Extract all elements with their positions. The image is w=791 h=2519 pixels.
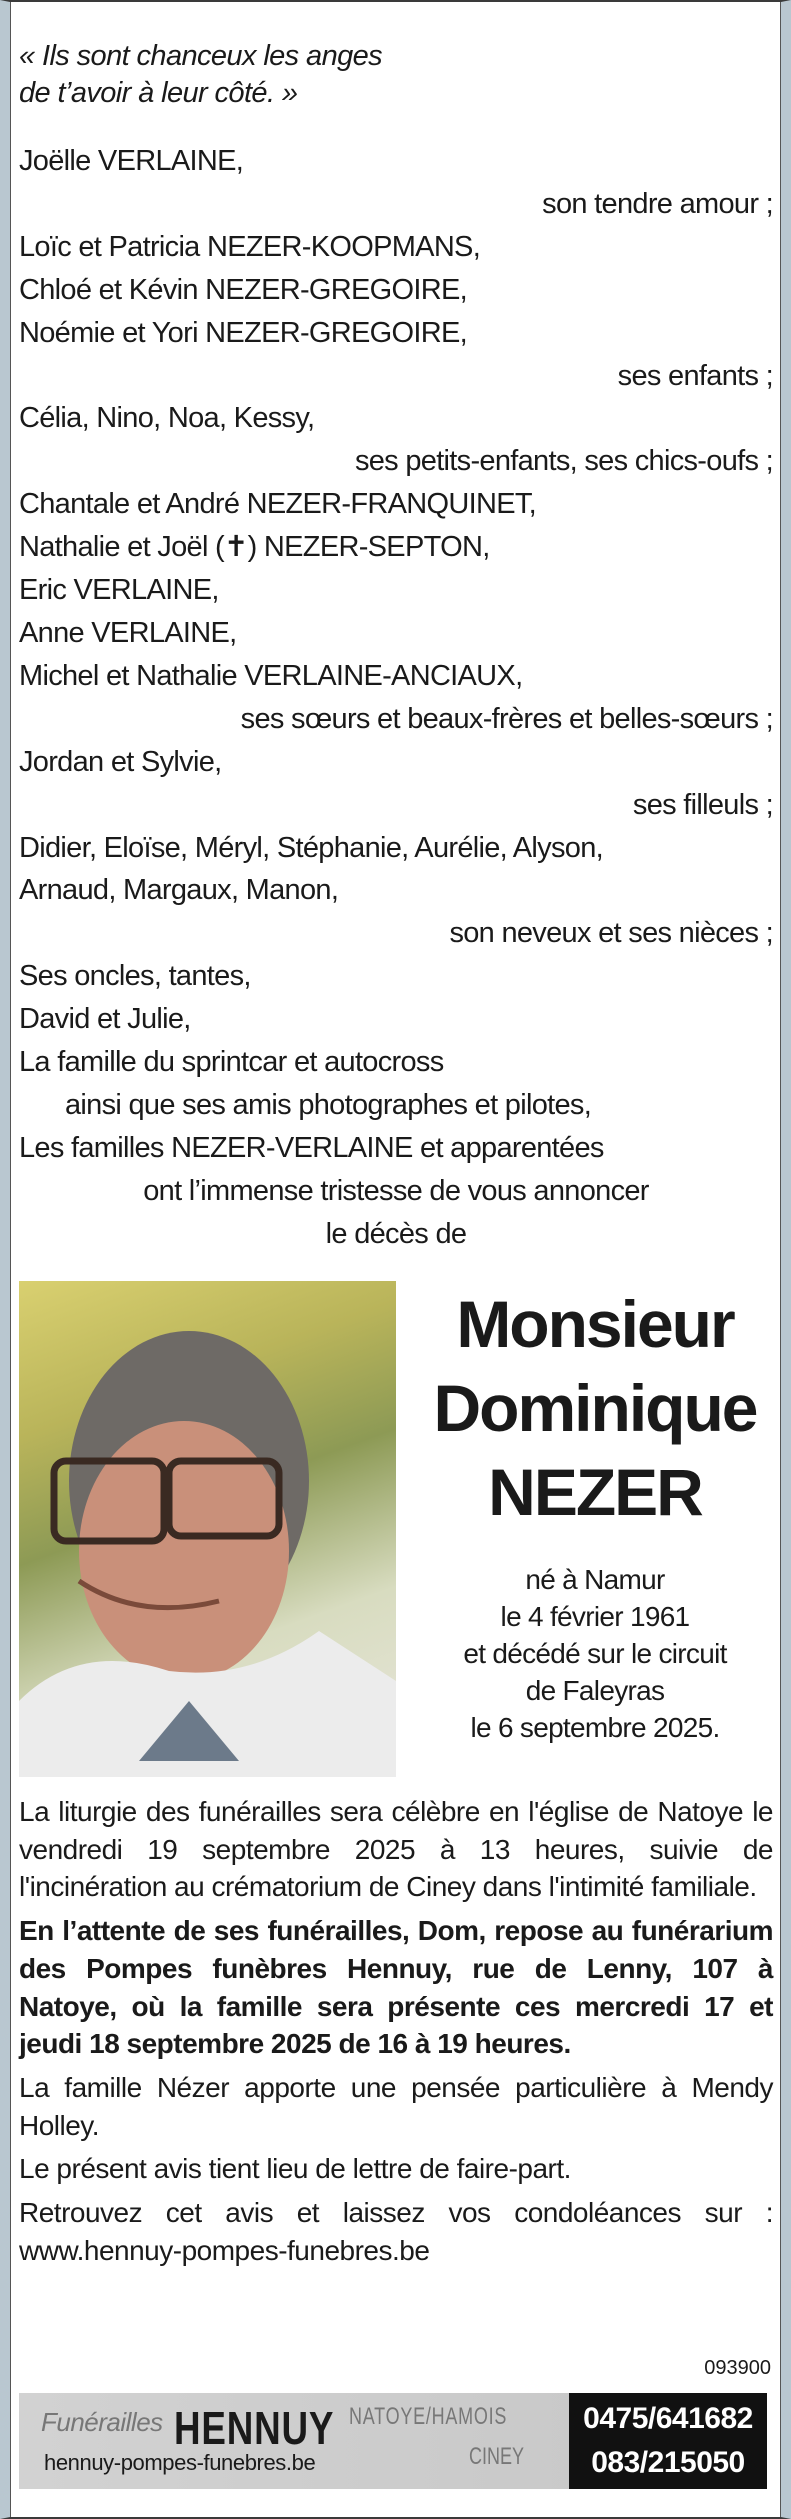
funerarium-paragraph: En l’attente de ses funérailles, Dom, repose au funérarium des Pompes funèbres Hennuy, rue de Lenny, 107 à Natoye, où la famille sera présente ces mercredi 17 et jeudi 18 septembre 2025 de 16 à 19 heures. — [19, 1915, 773, 2060]
date-line: le 4 février 1961 — [500, 1601, 690, 1632]
portrait-image — [19, 1281, 396, 1777]
family-line: Chloé et Kévin NEZER-GREGOIRE, — [19, 273, 467, 306]
deceased-photo — [19, 1281, 396, 1777]
birth-death-info — [410, 1561, 780, 1746]
family-line: ont l’immense tristesse de vous annoncer — [143, 1174, 649, 1207]
family-line: le décès de — [325, 1217, 467, 1250]
family-line: Les familles NEZER-VERLAINE et apparentées — [19, 1131, 604, 1164]
banner-brand-logo: HENNUY — [174, 2402, 335, 2454]
deceased-name — [410, 1282, 780, 1534]
phone-number[interactable]: 0475/641682 — [583, 2402, 753, 2435]
first-name: Dominique — [433, 1371, 757, 1445]
family-line: ainsi que ses amis photographes et pilotes, — [65, 1088, 592, 1121]
phone-number[interactable]: 083/215050 — [591, 2446, 745, 2479]
family-line: Eric VERLAINE, — [19, 574, 219, 607]
family-line: Loïc et Patricia NEZER-KOOPMANS, — [19, 230, 481, 263]
family-line: Noémie et Yori NEZER-GREGOIRE, — [19, 316, 467, 349]
family-line: Chantale et André NEZER-FRANQUINET, — [19, 488, 537, 521]
quote-line: « Ils sont chanceux les anges — [19, 40, 383, 72]
family-line: ses enfants ; — [617, 359, 773, 392]
quote-line: de t’avoir à leur côté. » — [19, 77, 298, 109]
name-title: Monsieur — [456, 1287, 734, 1361]
liturgy-paragraph: La liturgie des funérailles sera célèbre en l'église de Natoye le vendredi 19 septembre 2025 à 13 heures, suivie de l'incinération au crématorium de Ciney dans l'intimité familiale. — [19, 1796, 773, 1903]
family-line: Jordan et Sylvie, — [19, 745, 222, 778]
family-list — [19, 140, 773, 1256]
family-line: ses petits-enfants, ses chics-oufs ; — [354, 445, 773, 478]
family-line: Michel et Nathalie VERLAINE-ANCIAUX, — [19, 659, 523, 692]
family-line: Ses oncles, tantes, — [19, 960, 251, 993]
epitaph-quote — [19, 38, 382, 112]
banner-phones — [569, 2393, 767, 2489]
funeral-details — [19, 1793, 773, 2275]
family-line: ses sœurs et beaux-frères et belles-sœurs ; — [240, 702, 773, 735]
banner-funerailles: Funérailles — [41, 2407, 163, 2437]
funeral-home-banner — [19, 2393, 767, 2489]
family-line: Arnaud, Margaux, Manon, — [19, 874, 339, 907]
family-line: Anne VERLAINE, — [19, 616, 237, 649]
date-line: et décédé sur le circuit — [463, 1638, 727, 1669]
family-line: son tendre amour ; — [542, 187, 773, 220]
family-line: Didier, Eloïse, Méryl, Stéphanie, Aurélie, Alyson, — [19, 831, 603, 864]
date-line: né à Namur — [525, 1564, 665, 1595]
family-line: ses filleuls ; — [632, 788, 773, 821]
family-line: Nathalie et Joël (✝) NEZER-SEPTON, — [19, 531, 490, 564]
banner-website-link[interactable]: hennuy-pompes-funebres.be — [44, 2450, 316, 2475]
banner-locations: NATOYE/HAMOIS — [349, 2403, 508, 2430]
notice-paragraph: Le présent avis tient lieu de lettre de faire-part. — [19, 2153, 571, 2185]
last-name: NEZER — [488, 1455, 702, 1529]
family-line: David et Julie, — [19, 1003, 191, 1036]
reference-code: 093900 — [704, 2357, 771, 2379]
banner-location-ciney: CINEY — [469, 2443, 525, 2470]
family-line: son neveux et ses nièces ; — [449, 917, 773, 950]
date-line: le 6 septembre 2025. — [470, 1712, 720, 1743]
family-line: La famille du sprintcar et autocross — [19, 1046, 444, 1079]
condolences-paragraph: Retrouvez cet avis et laissez vos condoléances sur : www.hennuy-pompes-funebres.be — [19, 2197, 773, 2266]
family-line: Célia, Nino, Noa, Kessy, — [19, 402, 315, 435]
thanks-paragraph: La famille Nézer apporte une pensée particulière à Mendy Holley. — [19, 2071, 773, 2141]
date-line: de Faleyras — [525, 1675, 665, 1706]
family-line: Joëlle VERLAINE, — [19, 145, 244, 177]
